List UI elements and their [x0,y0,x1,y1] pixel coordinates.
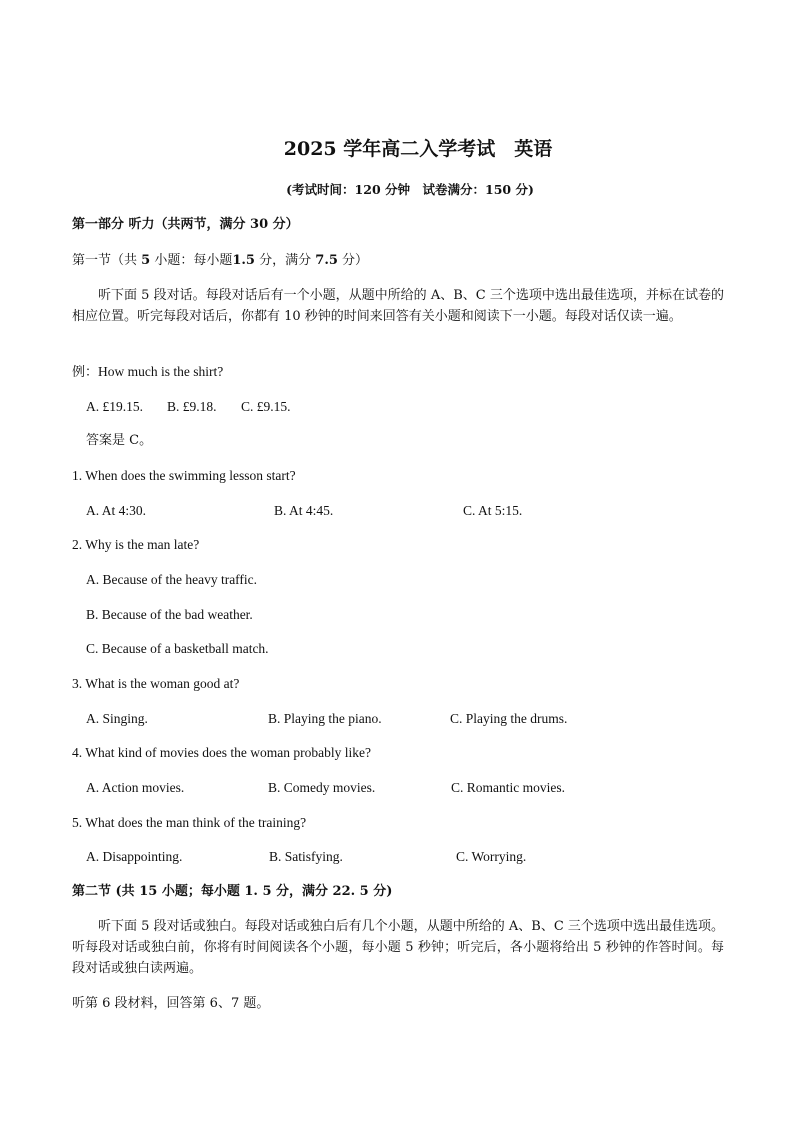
question-5-option-c: C. Worrying. [456,849,527,864]
question-2: 2. Why is the man late? [72,537,200,552]
question-5-option-a: A. Disappointing. [86,849,183,864]
question-3-option-b: B. Playing the piano. [268,711,382,726]
section2-heading: 第二节 (共 15 小题；每小题 1. 5 分，满分 22. 5 分) [72,884,393,899]
section1-heading [72,251,368,271]
question-1-option-a: A. At 4:30. [86,503,147,518]
question-4-option-a: A. Action movies. [86,780,185,795]
section1-total-points: 7.5 [315,253,338,268]
question-5: 5. What does the man think of the training? [72,815,307,830]
section1-heading-prefix: 第一节（共 [72,253,138,268]
exam-title: 2025 学年高二入学考试 英语 [283,138,553,160]
part1-heading: 第一部分 听力（共两节，满分 30 分） [72,217,299,232]
question-2-option-c: C. Because of a basketball match. [86,641,269,656]
exam-subtitle: (考试时间：120 分钟 试卷满分：150 分) [286,182,534,197]
section1-heading-suffix: 分） [342,253,369,268]
example-question [72,362,223,383]
example-answer: 答案是 C。 [86,433,153,448]
example-question-text: How much is the shirt? [98,364,224,379]
example-option-b: B. £9.18. [167,399,217,414]
section2-material-note: 听第 6 段材料，回答第 6、7 题。 [72,996,270,1011]
question-4-option-b: B. Comedy movies. [268,780,376,795]
question-3: 3. What is the woman good at? [72,676,240,691]
question-2-option-a: A. Because of the heavy traffic. [86,572,258,587]
question-4: 4. What kind of movies does the woman probably like? [72,745,371,760]
section1-question-count: 5 [141,253,151,268]
example-label: 例： [72,365,99,380]
section1-heading-mid1: 小题：每小题 [154,253,233,268]
section1-instructions: 听下面 5 段对话。每段对话后有一个小题，从题中所给的 A、B、C 三个选项中选出最佳选项，并标在试卷的相应位置。听完每段对话后，你都有 10 秒钟的时间来回答有关小题和阅读下一小题。每段对话仅读一遍。 [72,288,724,324]
question-4-option-c: C. Romantic movies. [451,780,565,795]
question-5-option-b: B. Satisfying. [269,849,343,864]
question-3-option-c: C. Playing the drums. [450,711,568,726]
section1-heading-mid2: 分，满分 [259,253,312,268]
section2-instructions: 听下面 5 段对话或独白。每段对话或独白后有几个小题，从题中所给的 A、B、C 三个选项中选出最佳选项。听每段对话或独白前，你将有时间阅读各个小题，每小题 5 秒钟；听完后，各小题将给出 5 秒钟的作答时间。每段对话或独白读两遍。 [72,919,724,976]
example-option-c: C. £9.15. [241,399,291,414]
question-1-option-c: C. At 5:15. [463,503,523,518]
example-option-a: A. £19.15. [86,399,143,414]
question-3-option-a: A. Singing. [86,711,148,726]
question-1: 1. When does the swimming lesson start? [72,468,296,483]
question-1-option-b: B. At 4:45. [274,503,334,518]
question-2-option-b: B. Because of the bad weather. [86,607,253,622]
section1-points-each: 1.5 [232,253,255,268]
